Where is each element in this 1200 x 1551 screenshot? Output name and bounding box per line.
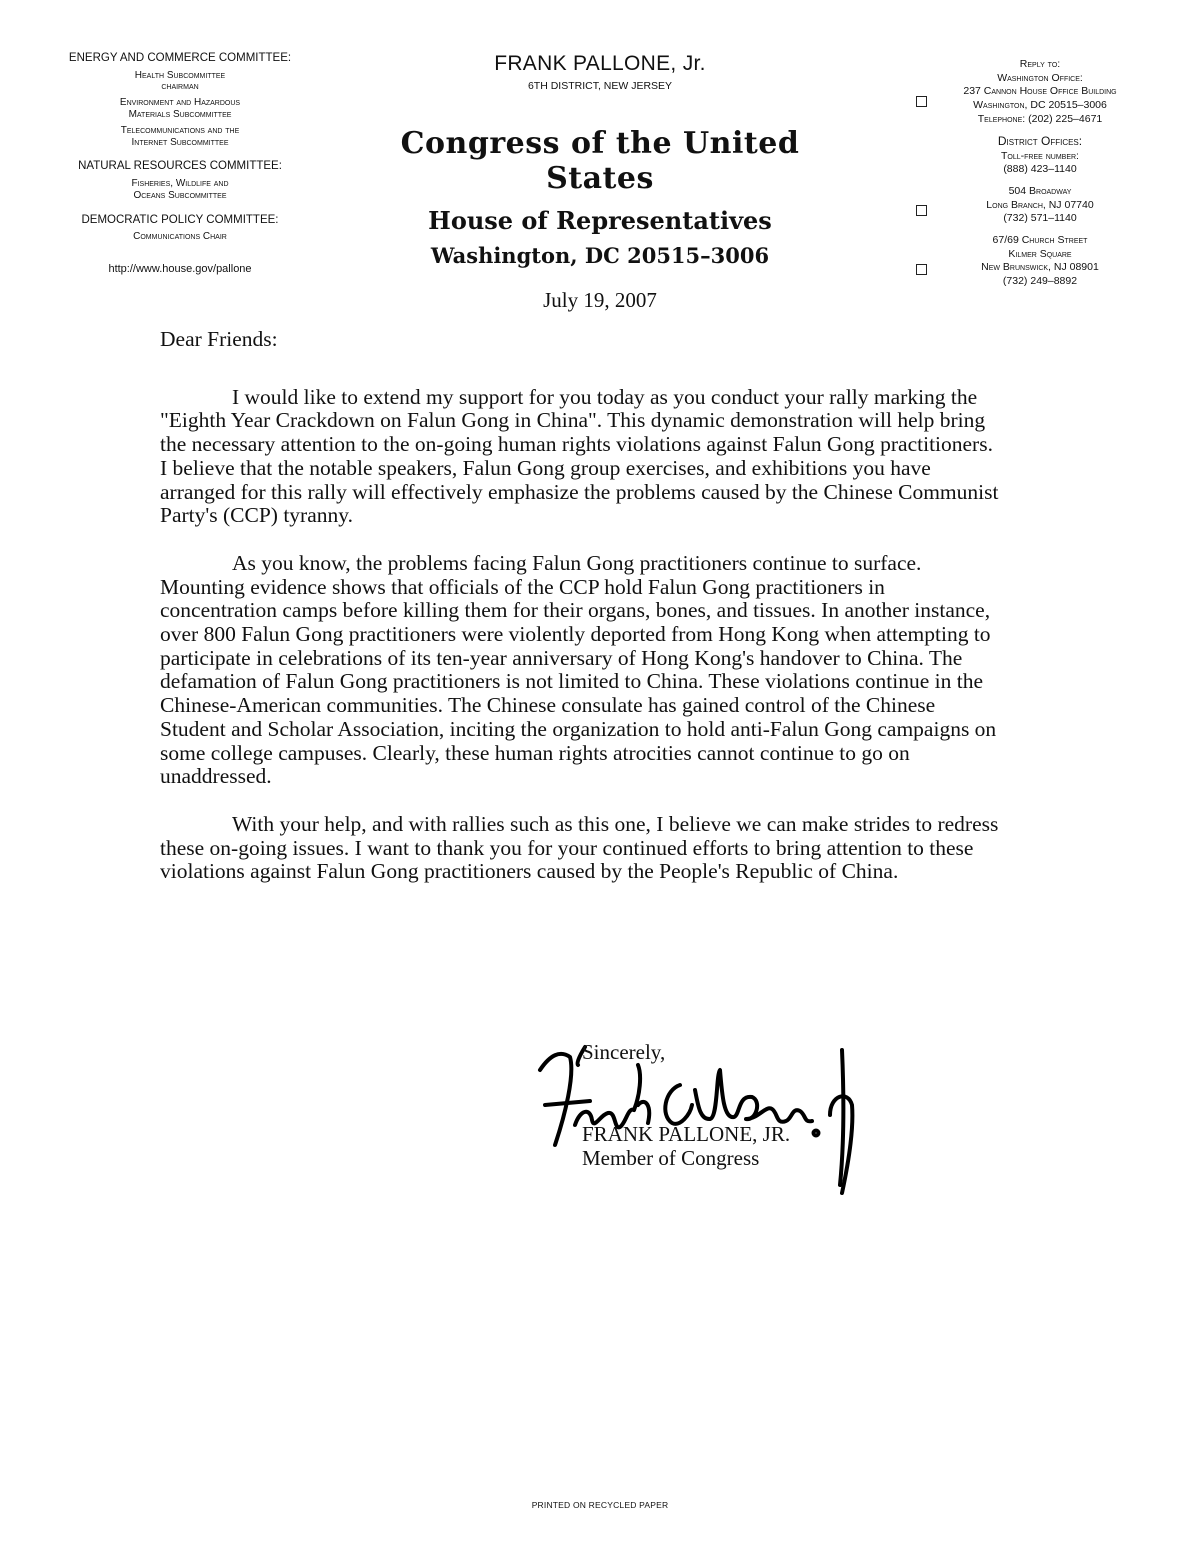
office-phone: (732) 249–8892 <box>1002 274 1078 287</box>
tollfree-number: (888) 423–1140 <box>1003 163 1077 176</box>
subcommittee-line: Environment and Hazardous <box>119 97 241 109</box>
subcommittee-line: Communications Chair <box>133 231 227 243</box>
subcommittee <box>55 70 305 94</box>
masthead <box>380 52 820 313</box>
city-address: Washington, DC 20515–3006 <box>430 243 770 268</box>
house-title: House of Representatives <box>428 206 772 235</box>
paragraph: With your help, and with rallies such as this one, I believe we can make strides to redress these on-going issues. I want to thank you for your continued efforts to bring attention to these violations against Falun Gong practitioners caused by the People's Republic of China. <box>160 811 999 884</box>
reply-to-block <box>930 58 1150 289</box>
office-address-line: 67/69 Church Street <box>992 234 1088 246</box>
washington-office-checkbox[interactable] <box>916 96 927 107</box>
district-offices-label: District Offices: <box>997 134 1083 149</box>
subcommittee-line: Telecommunications and the <box>120 124 240 136</box>
office-address-line: Long Branch, NJ 07740 <box>986 198 1094 211</box>
signer-title: Member of Congress <box>582 1146 760 1170</box>
office-address-line: 504 Broadway <box>1008 185 1072 198</box>
subcommittee <box>55 125 305 149</box>
committee-list <box>55 52 305 276</box>
district-label: 6TH DISTRICT, NEW JERSEY <box>527 80 673 92</box>
signature-stroke <box>814 1131 819 1136</box>
paragraph: As you know, the problems facing Falun Gong practitioners continue to surface. Mounting evidence shows that officials of the CCP hold Falun Gong practitioners in concentration camps before killing them for their organs, bones, and tissues. In another instance, over 800 Falun Gong practitioners were violently deported from Hong Kong when attempting to participate in celebrations of its ten-year anniversary of Hong Kong's handover to China. The defamation of Falun Gong practitioners is not limited to China. These violations continue in the Chinese-American communities. The Chinese consulate has gained control of the Chinese Student and Scholar Association, inciting the organization to hold anti-Falun Gong campaigns on some college campuses. Clearly, these human rights atrocities cannot continue to go on unaddressed. <box>160 550 997 789</box>
committee-heading: DEMOCRATIC POLICY COMMITTEE: <box>81 213 279 226</box>
new-brunswick-checkbox[interactable] <box>916 264 927 275</box>
congressman-name: FRANK PALLONE, Jr. <box>494 52 706 75</box>
committee-heading: ENERGY AND COMMERCE COMMITTEE: <box>68 52 292 64</box>
paragraph: I would like to extend my support for you today as you conduct your rally marking the "Eighth Year Crackdown on Falun Gong in China". This dynamic demonstration will help bring the necessary attention to the on-going human rights violations against Falun Gong practitioners. I believe that the notable speakers, Falun Gong group exercises, and exhibitions you have arranged for this rally will effectively emphasize the problems caused by the Chinese Communist Party's (CCP) tyranny. <box>160 384 999 528</box>
subcommittee <box>55 97 305 121</box>
office-phone: (732) 571–1140 <box>1003 212 1077 225</box>
reply-to-label: Reply to: <box>1019 58 1061 70</box>
closing-phrase: Sincerely, <box>582 1040 666 1064</box>
office-address-line: Washington, DC 20515–3006 <box>973 98 1107 111</box>
subcommittee-line: Health Subcommittee <box>134 69 226 81</box>
subcommittee-line: Internet Subcommittee <box>131 136 229 148</box>
long-branch-checkbox[interactable] <box>916 205 927 216</box>
closing-block <box>582 1040 790 1170</box>
office-address-line: 237 Cannon House Office Building <box>963 85 1117 98</box>
subcommittee-line: chairman <box>161 81 199 93</box>
signature-stroke <box>840 1050 843 1185</box>
subcommittee-line: Oceans Subcommittee <box>133 189 227 201</box>
salutation: Dear Friends: <box>160 327 278 351</box>
washington-office-label: Washington Office: <box>997 71 1083 84</box>
office-address-line: New Brunswick, NJ 08901 <box>981 261 1099 274</box>
office-phone: Telephone: (202) 225–4671 <box>977 112 1103 125</box>
letter-body <box>160 328 1005 884</box>
tollfree-label: Toll-free number: <box>1001 149 1079 162</box>
subcommittee-line: Materials Subcommittee <box>128 108 232 120</box>
subcommittee <box>55 231 305 243</box>
subcommittee-line: Fisheries, Wildlife and <box>131 177 229 189</box>
signature-stroke <box>540 1054 571 1145</box>
congress-title: Congress of the United States <box>400 126 800 196</box>
signer-name: FRANK PALLONE, JR. <box>582 1122 791 1146</box>
office-address-line: Kilmer Square <box>1008 247 1072 260</box>
website-url[interactable]: http://www.house.gov/pallone <box>108 262 252 275</box>
committee-heading: NATURAL RESOURCES COMMITTEE: <box>78 160 282 173</box>
subcommittee <box>55 178 305 202</box>
recycled-paper-footer: PRINTED ON RECYCLED PAPER <box>531 1500 669 1510</box>
letter-date: July 19, 2007 <box>543 288 657 312</box>
